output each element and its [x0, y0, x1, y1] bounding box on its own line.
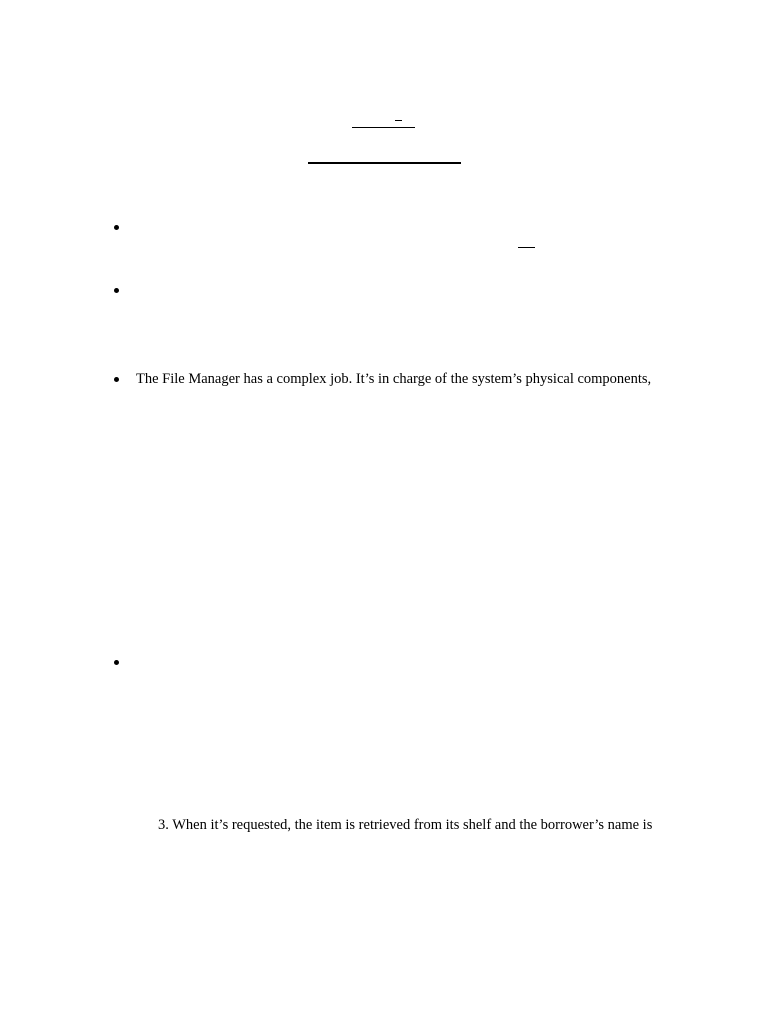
bullet-marker — [114, 225, 119, 230]
bullet-marker — [114, 288, 119, 293]
bullet-marker — [114, 660, 119, 665]
title-accent-mark — [395, 120, 402, 121]
bullet-marker — [114, 377, 119, 382]
bullet-text-file-manager: The File Manager has a complex job. It’s in charge of the system’s physical components, — [136, 371, 652, 387]
heading-underline — [308, 162, 461, 164]
numbered-item-text: 3. When it’s requested, the item is retrieved from its shelf and the borrower’s name is — [158, 817, 653, 833]
title-underline-short — [352, 127, 415, 128]
inline-underline-mark — [518, 247, 535, 248]
